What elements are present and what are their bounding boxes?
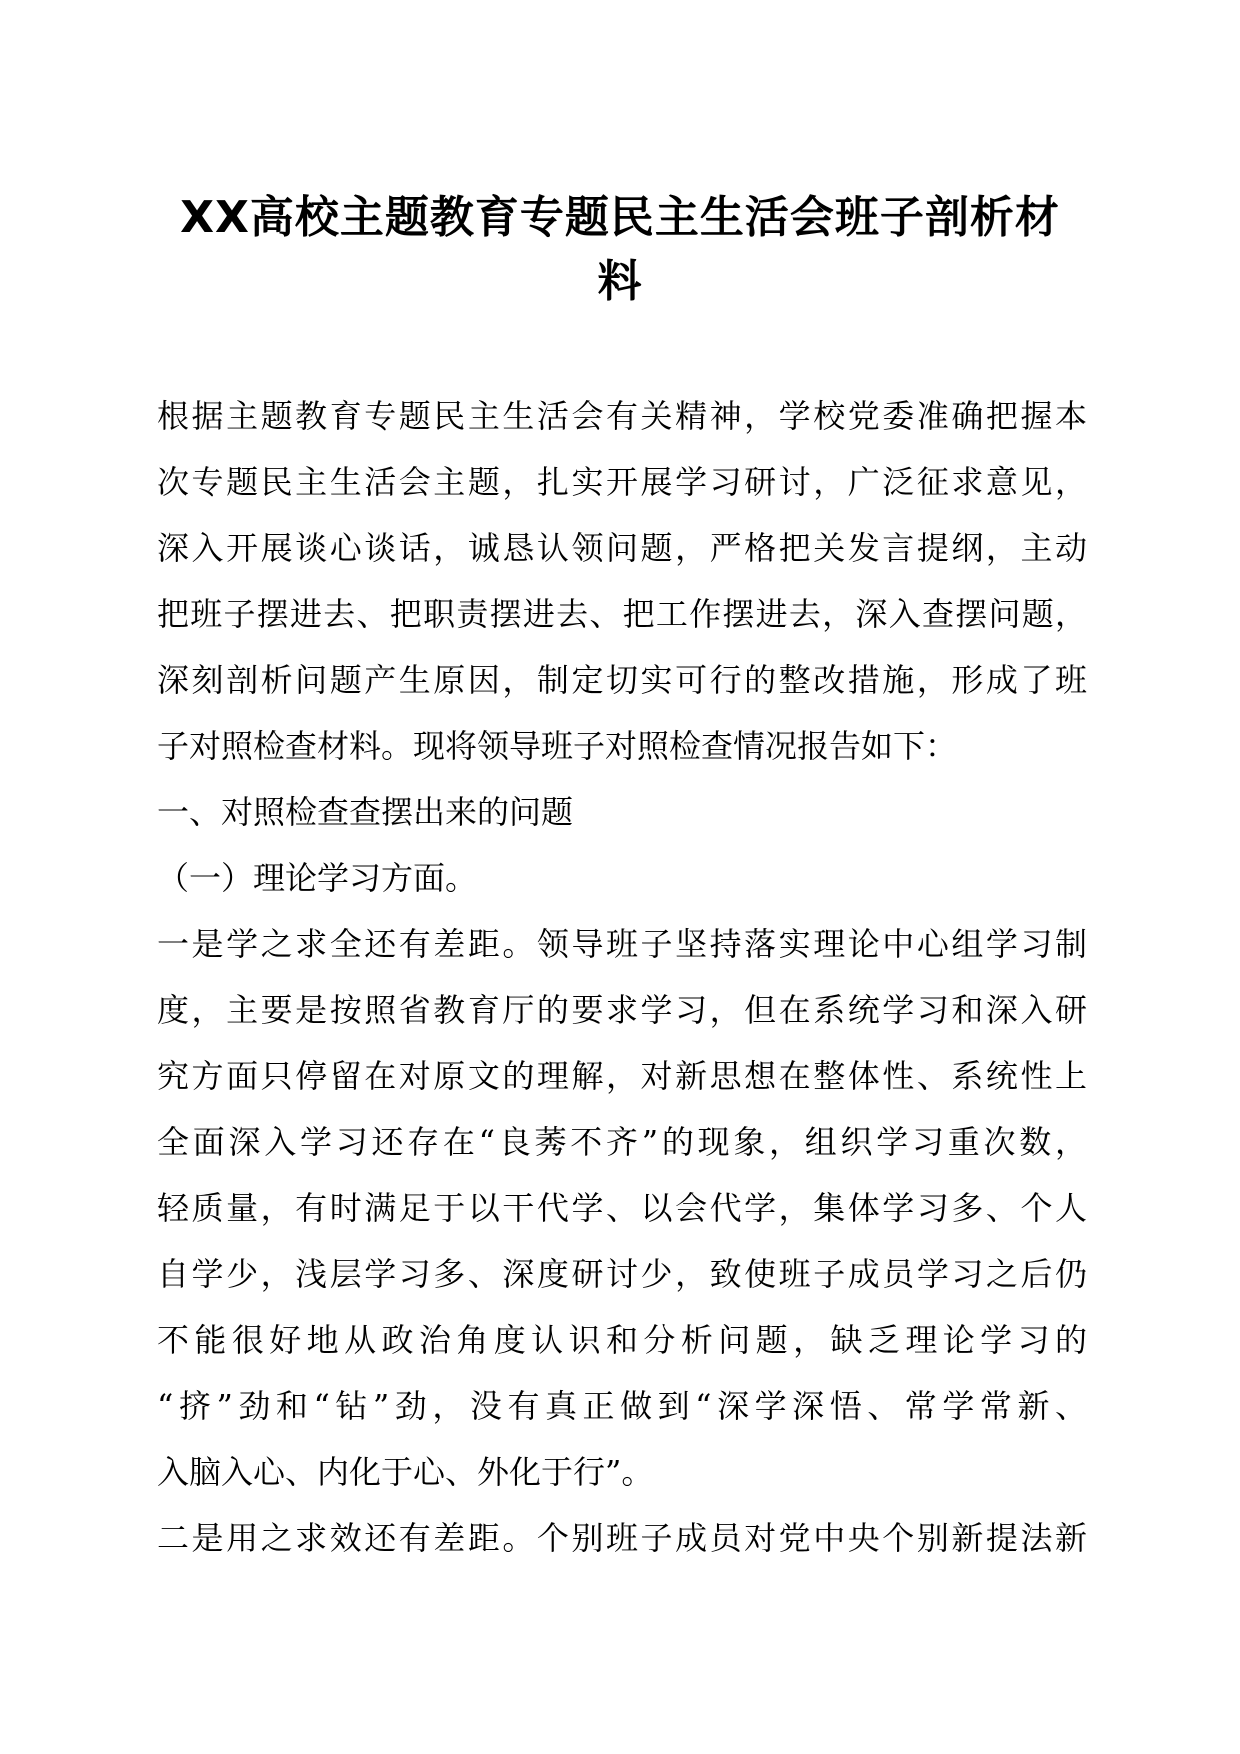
subsection-heading-1: （一）理论学习方面。 (157, 859, 478, 897)
body-line-11: 究方面只停留在对原文的理解，对新思想在整体性、系统性上 (157, 1057, 1087, 1095)
body-line-3: 深入开展谈心谈话，诚恳认领问题，严格把关发言提纲，主动 (157, 529, 1087, 567)
body-line-15: 不能很好地从政治角度认识和分析问题，缺乏理论学习的 (157, 1321, 1087, 1359)
title-line-1: XX高校主题教育专题民主生活会班子剖析材 (180, 192, 1060, 243)
body-line-18: 二是用之求效还有差距。个别班子成员对党中央个别新提法新 (157, 1519, 1087, 1557)
body-line-14: 自学少，浅层学习多、深度研讨少，致使班子成员学习之后仍 (157, 1255, 1087, 1293)
document-title (130, 186, 1110, 314)
body-line-5: 深刻剖析问题产生原因，制定切实可行的整改措施，形成了班 (157, 661, 1087, 699)
body-line-6: 子对照检查材料。现将领导班子对照检查情况报告如下： (157, 727, 958, 765)
body-line-13: 轻质量，有时满足于以干代学、以会代学，集体学习多、个人 (157, 1189, 1087, 1227)
body-line-4: 把班子摆进去、把职责摆进去、把工作摆进去，深入查摆问题， (157, 595, 1087, 633)
section-heading-1: 一、对照检查查摆出来的问题 (157, 793, 574, 831)
body-line-17: 入脑入心、内化于心、外化于行”。 (157, 1453, 654, 1491)
body-line-9: 一是学之求全还有差距。领导班子坚持落实理论中心组学习制 (157, 925, 1087, 963)
document-body (157, 383, 1087, 1571)
body-line-12: 全面深入学习还存在“良莠不齐”的现象，组织学习重次数， (157, 1123, 1087, 1161)
body-line-10: 度，主要是按照省教育厅的要求学习，但在系统学习和深入研 (157, 991, 1087, 1029)
body-line-16: “挤”劲和“钻”劲，没有真正做到“深学深悟、常学常新、 (157, 1387, 1087, 1425)
body-line-2: 次专题民主生活会主题，扎实开展学习研讨，广泛征求意见， (157, 463, 1087, 501)
body-line-1: 根据主题教育专题民主生活会有关精神，学校党委准确把握本 (157, 397, 1087, 435)
title-line-2: 料 (597, 256, 643, 307)
